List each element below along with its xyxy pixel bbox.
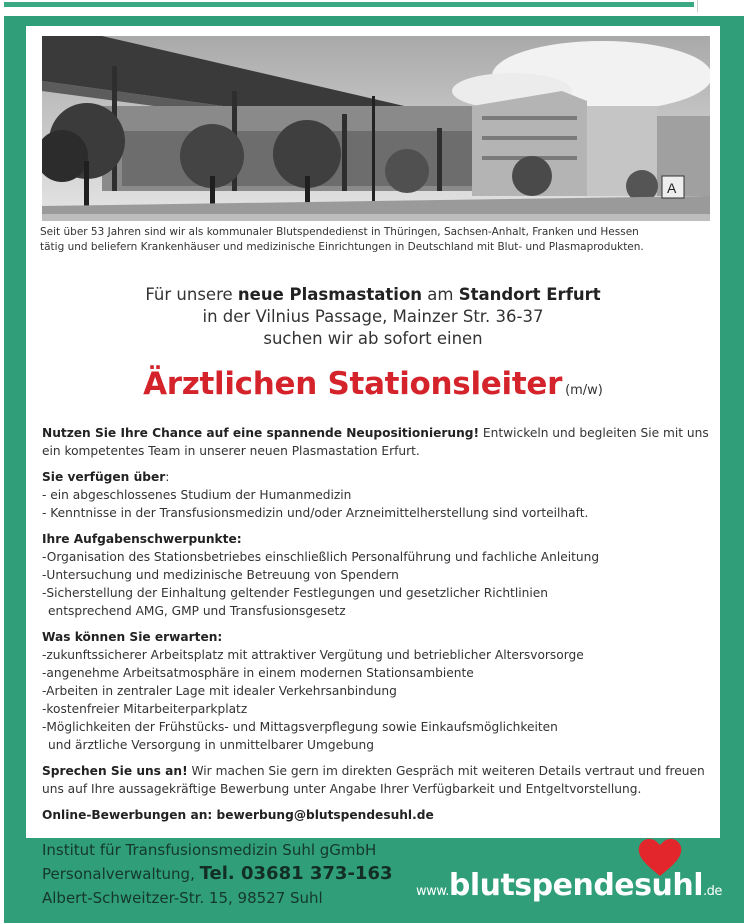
list-item: -Möglichkeiten der Frühstücks- und Mittagsverpflegung sowie Einkaufsmöglichkeiten (42, 720, 558, 734)
requirements-section (42, 468, 712, 522)
requirements-list (42, 486, 712, 522)
online-label: Online-Bewerbungen an: (42, 808, 217, 822)
contact-rest: Wir machen Sie gern im direkten Gespräch mit weiteren Details vertraut und freuen uns auf Ihre aussagekräftige Bewerbung unter Angabe Ihrer Verfügbarkeit und Entgeltvorstellung. (42, 764, 705, 796)
list-item: -zukunftssicherer Arbeitsplatz mit attraktiver Vergütung und betrieblicher Altersvorsorge (42, 648, 584, 662)
list-item: entsprechend AMG, GMP und Transfusionsgesetz (48, 604, 346, 618)
building-photo-icon (42, 36, 710, 221)
photo-caption (40, 225, 710, 255)
tasks-list (42, 548, 712, 620)
intro-pre: Für unsere (145, 285, 238, 304)
benefits-section (42, 628, 712, 754)
brand-website-link[interactable] (416, 868, 722, 903)
footer-dept: Personalverwaltung, (42, 865, 200, 883)
footer-dept-line (42, 862, 462, 886)
list-item: und ärztliche Versorgung in unmittelbarer Umgebung (48, 738, 374, 752)
online-application (42, 806, 712, 824)
contact-paragraph (42, 762, 712, 798)
brand-tld: .de (703, 884, 722, 899)
job-title-suffix: (m/w) (565, 383, 603, 398)
brand-www: www. (416, 884, 449, 899)
building-photo (42, 36, 710, 221)
job-title-text: Ärztlichen Stationsleiter (143, 366, 563, 402)
contact-bold: Sprechen Sie uns an! (42, 764, 188, 778)
list-item: -Sicherstellung der Einhaltung geltender Festlegungen und gesetzlicher Richtlinien (42, 586, 548, 600)
top-accent-line (4, 2, 694, 7)
intro-line-2: in der Vilnius Passage, Mainzer Str. 36-37 (202, 307, 544, 326)
chance-paragraph (42, 424, 712, 460)
list-item: - ein abgeschlossenes Studium der Humanmedizin (42, 488, 352, 502)
chance-bold: Nutzen Sie Ihre Chance auf eine spannende Neupositionierung! (42, 426, 480, 440)
list-item: -Untersuchung und medizinische Betreuung von Spendern (42, 568, 399, 582)
footer-address: Albert-Schweitzer-Str. 15, 98527 Suhl (42, 889, 323, 907)
intro-text (26, 284, 720, 350)
requirements-title: Sie verfügen über (42, 470, 166, 484)
caption-line-1: Seit über 53 Jahren sind wir als kommunaler Blutspendedienst in Thüringen, Sachsen-Anhalt, Franken und Hessen (40, 226, 639, 238)
benefits-title: Was können Sie erwarten: (42, 630, 223, 644)
requirements-colon: : (165, 470, 170, 484)
job-title (26, 366, 720, 402)
intro-mid: am (422, 285, 459, 304)
job-description (42, 424, 712, 832)
intro-line-1 (26, 284, 720, 306)
corner-tick (697, 0, 698, 12)
intro-bold-station: neue Plasmastation (237, 285, 423, 304)
footer-org: Institut für Transfusionsmedizin Suhl gGmbH (42, 841, 377, 859)
benefits-list (42, 646, 712, 754)
intro-line-3: suchen wir ab sofort einen (263, 329, 483, 348)
list-item: -angenehme Arbeitsatmosphäre in einem modernen Stationsambiente (42, 666, 474, 680)
footer-contact (42, 838, 462, 910)
chance-rest: Entwickeln und begleiten Sie mit uns ein kompetentes Team in unserer neuen Plasmastation Erfurt. (42, 426, 709, 458)
tasks-title: Ihre Aufgabenschwerpunkte: (42, 532, 242, 546)
ad-frame (4, 16, 744, 923)
ad-panel (26, 26, 720, 838)
list-item: -Arbeiten in zentraler Lage mit idealer Verkehrsanbindung (42, 684, 397, 698)
svg-text:A: A (667, 180, 677, 196)
footer-phone[interactable]: Tel. 03681 373-163 (199, 863, 393, 884)
list-item: -kostenfreier Mitarbeiterparkplatz (42, 702, 248, 716)
intro-bold-location: Standort Erfurt (458, 285, 601, 304)
caption-line-2: tätig und beliefern Krankenhäuser und medizinische Einrichtungen in Deutschland mit Blut- und Plasmaprodukten. (40, 241, 644, 253)
list-item: - Kenntnisse in der Transfusionsmedizin und/oder Arzneimittelherstellung sind vorteilhaft. (42, 506, 589, 520)
list-item: -Organisation des Stationsbetriebes einschließlich Personalführung und fachliche Anleitung (42, 550, 600, 564)
application-email-link[interactable]: bewerbung@blutspendesuhl.de (216, 808, 434, 822)
brand-name: blutspendesuhl (448, 868, 704, 903)
tasks-section (42, 530, 712, 620)
